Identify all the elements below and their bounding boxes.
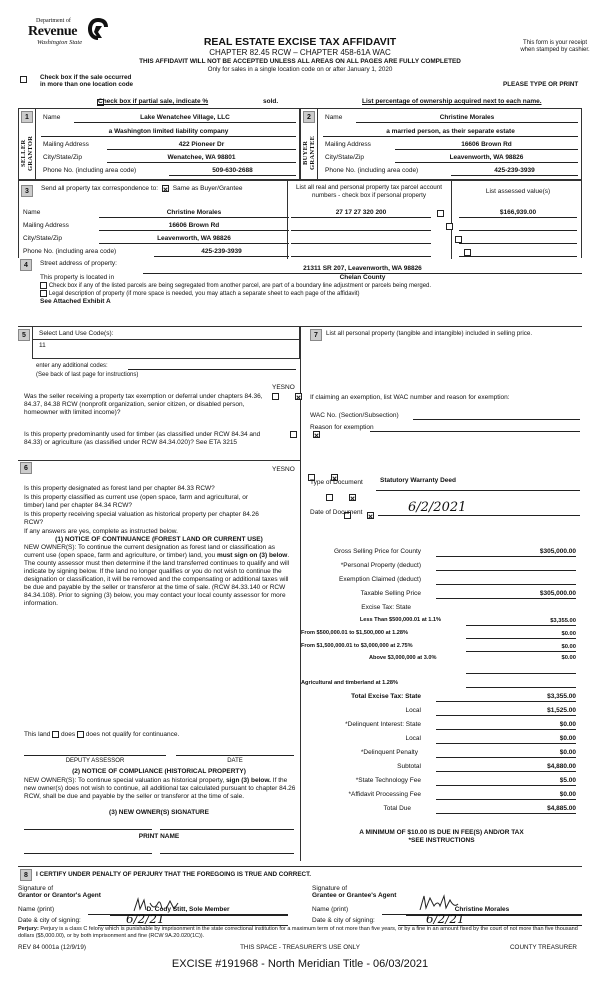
receipt-note-1: This form is your receipt: [522, 40, 588, 46]
s6-question-3: Is this property receiving special valuation as historical property per chapter 84.26 RCW?: [24, 511, 259, 526]
does-not-qualify-checkbox[interactable]: [77, 731, 84, 738]
affidavit-processing-fee-field[interactable]: $0.00: [436, 790, 576, 800]
delinquent-interest-local-label: Local: [405, 735, 421, 742]
notice-1-text: [24, 544, 296, 608]
perjury-text: Perjury is a class C felony which is punishable by imprisonment in the state correctional institution for a maximum term of not more than five years, or by a fine in an amount fixed by the court of not more than five thousand dollars ($5,000.00), or by both imprisonment and fine (RCW 9A.20.020(1C)).: [18, 926, 578, 939]
land-qualify-row: [24, 731, 296, 739]
personal-property-label: List all personal property (tangible and intangible) included in selling price.: [326, 330, 533, 337]
see-instructions-note: *SEE INSTRUCTIONS: [408, 837, 475, 844]
reason-field[interactable]: [370, 431, 580, 432]
new-owner-signature-1[interactable]: [24, 829, 152, 830]
subtotal-label: Subtotal: [397, 763, 421, 770]
grantor-date-field[interactable]: 6/2/21: [98, 912, 288, 926]
agricultural-field[interactable]: [466, 678, 576, 688]
notice-2-title: (2) NOTICE OF COMPLIANCE (HISTORICAL PROPERTY): [72, 768, 246, 775]
rev-number: REV 84 0001a (12/9/19): [18, 944, 86, 951]
s5-no-header: NO: [285, 384, 295, 391]
corr-city-label: City/State/Zip: [23, 235, 63, 242]
corr-phone-field[interactable]: 425-239-3939: [154, 247, 289, 257]
dor-logo: [28, 18, 108, 48]
certify-statement: I CERTIFY UNDER PENALTY OF PERJURY THAT THE FOREGOING IS TRUE AND CORRECT.: [36, 871, 311, 878]
seller-name-label: Name: [43, 114, 61, 121]
located-in-label: This property is located in: [40, 274, 115, 281]
does-label: does: [61, 731, 76, 739]
sold-label: sold.: [263, 98, 279, 105]
buyer-label: BUYER: [302, 140, 309, 166]
seller-city-label: City/State/Zip: [43, 154, 83, 161]
logo-line-2: Revenue: [28, 24, 78, 39]
s5-yes-header: YES: [272, 384, 286, 391]
partial-sale-label: Check box if partial sale, indicate %: [98, 98, 209, 105]
legal-description-checkbox[interactable]: [40, 290, 47, 297]
personal-property-checkbox-2[interactable]: [446, 223, 453, 230]
buyer-address-field[interactable]: 16606 Brown Rd: [395, 140, 578, 150]
land-use-code-box: [32, 327, 300, 359]
deputy-assessor-signature[interactable]: [24, 755, 166, 756]
does-qualify-checkbox[interactable]: [52, 731, 59, 738]
notice-2-text-b: If the new owner(s) does not wish to continue, all additional tax calculated pursuant to chapter 84.26 RCW, shall be due and payable by the seller or transferor at the time of sale.: [24, 777, 296, 800]
additional-codes-field[interactable]: [128, 369, 296, 370]
seller-address-label: Mailing Address: [43, 141, 89, 148]
notice-3-title: (3) NEW OWNER(S) SIGNATURE: [109, 809, 209, 816]
grantee-date-field[interactable]: 6/2/21: [398, 912, 582, 926]
section-number-6: 6: [20, 462, 32, 474]
doc-date-label: Date of Document: [310, 509, 363, 516]
parcel-number-3[interactable]: [291, 234, 431, 244]
buyer-phone-label: Phone No. (including area code): [325, 167, 419, 174]
ownership-note: List percentage of ownership acquired next to each name.: [362, 98, 542, 105]
multi-location-checkbox[interactable]: [20, 76, 27, 83]
taxable-price-label: Taxable Selling Price: [360, 590, 421, 597]
multi-location-label-1: Check box if the sale occurred: [40, 74, 132, 81]
s6-yes-header: YES: [272, 466, 286, 473]
form-warning: THIS AFFIDAVIT WILL NOT BE ACCEPTED UNLESS ALL AREAS ON ALL PAGES ARE FULLY COMPLETED: [139, 58, 461, 65]
total-due-label: Total Due: [383, 805, 411, 812]
personal-property-checkbox-1[interactable]: [437, 210, 444, 217]
legal-description-value[interactable]: See Attached Exhibit A: [40, 298, 111, 305]
notice-1-text-a: NEW OWNER(S): To continue the current designation as forest land or classification as current use (open space, farm and agriculture, or timber) land, you: [24, 544, 275, 559]
s6-no-header: NO: [285, 466, 295, 473]
grantor-name-field[interactable]: D. Cody Stitt, Sole Member: [88, 905, 288, 915]
notice-2-text-a: NEW OWNER(S): To continue special valuation as historical property,: [24, 777, 227, 784]
county-field[interactable]: Chelan County: [339, 274, 386, 281]
dor-logo-icon: [86, 16, 110, 42]
tax-calculation: [301, 542, 582, 842]
s5-q2-no-checkbox[interactable]: [313, 431, 320, 438]
parcel-number-2[interactable]: [291, 221, 431, 231]
land-use-code-field[interactable]: 11: [39, 342, 46, 349]
street-address-field[interactable]: 21311 SR 207, Leavenworth, WA 98826: [143, 264, 582, 274]
please-type-note: PLEASE TYPE OR PRINT: [503, 81, 579, 88]
street-address-label: Street address of property:: [40, 260, 117, 267]
only-for-note: Only for sales in a single location code on or after January 1, 2020: [207, 66, 393, 73]
notice-2-bold: sign (3) below.: [226, 777, 271, 784]
s5-q2-yes-checkbox[interactable]: [290, 431, 297, 438]
buyer-address-label: Mailing Address: [325, 141, 371, 148]
local-tax-field[interactable]: $1,525.00: [436, 706, 576, 716]
legal-desc-row: [40, 290, 360, 297]
treasurer-use-only: THIS SPACE - TREASURER'S USE ONLY: [240, 944, 360, 951]
assessor-date-field[interactable]: [176, 755, 294, 756]
notice-1-bold: must sign on (3) below: [216, 552, 288, 559]
seller-grantor-label: [20, 131, 34, 175]
grantor-name-label: Name (print): [18, 906, 55, 913]
segregated-row: [40, 282, 431, 289]
assessed-header: List assessed value(s): [485, 188, 551, 195]
this-land-label: This land: [24, 731, 51, 739]
excise-stamp: EXCISE #191968 - North Meridian Title - 06/03/2021: [171, 958, 429, 970]
exemption-claimed-label: Exemption Claimed (deduct): [338, 576, 421, 583]
bracket-2-field[interactable]: $0.00: [466, 629, 576, 639]
agricultural-label: Agricultural and timberland at 1.28%: [301, 680, 398, 686]
delinquent-penalty-field[interactable]: $0.00: [436, 748, 576, 758]
notice-1-title: (1) NOTICE OF CONTINUANCE (FOREST LAND OR CURRENT USE): [55, 536, 263, 543]
buyer-city-label: City/State/Zip: [325, 154, 365, 161]
s6-q2-no-checkbox[interactable]: [349, 494, 356, 501]
section-number-3: 3: [21, 185, 33, 197]
assessed-value-3[interactable]: [459, 234, 577, 244]
section-4-property: [18, 258, 582, 314]
buyer-name2-field[interactable]: a married person, as their separate estate: [323, 127, 578, 137]
seller-phone-field[interactable]: 509-630-2688: [169, 166, 296, 176]
new-owner-print-name-2[interactable]: [160, 853, 294, 854]
affidavit-processing-fee-label: *Affidavit Processing Fee: [348, 791, 421, 798]
assessed-value-2[interactable]: [459, 221, 577, 231]
delinquent-interest-local-field[interactable]: $0.00: [436, 734, 576, 744]
assessed-value-4[interactable]: [459, 247, 577, 257]
doc-type-field[interactable]: Statutory Warranty Deed: [380, 477, 456, 484]
s6-question-2: Is this property classified as current use (open space, farm and agricultural, or timber) land per chapter 84.34 RCW?: [24, 494, 248, 509]
total-excise-state-field[interactable]: $3,355.00: [436, 692, 576, 702]
parcel-number-1[interactable]: 27 17 27 320 200: [291, 208, 431, 218]
exemption-claimed-field[interactable]: [436, 575, 576, 585]
section-2-buyer: [300, 108, 582, 180]
bracket-3-label: From $1,500,000.01 to $3,000,000 at 2.75%: [301, 643, 413, 649]
bracket-2-label: From $500,000.01 to $1,500,000 at 1.28%: [301, 630, 408, 636]
s5-q1-yes-checkbox[interactable]: [272, 393, 279, 400]
section-number-2: 2: [303, 111, 315, 123]
subtotal-field[interactable]: $4,880.00: [436, 762, 576, 772]
grantee-sig-label-2: Grantee or Grantee's Agent: [312, 892, 397, 899]
logo-line-3: Washington State: [37, 39, 83, 46]
total-excise-state-label: Total Excise Tax: State: [351, 693, 421, 700]
parcel-header: List all real and personal property tax parcel account numbers - check box if personal property: [296, 184, 442, 199]
new-owner-signature-2[interactable]: [160, 829, 294, 830]
form-subtitle: CHAPTER 82.45 RCW – CHAPTER 458-61A WAC: [209, 48, 391, 57]
parcel-number-4[interactable]: [291, 247, 431, 257]
doc-date-field[interactable]: 6/2/2021: [378, 500, 580, 516]
assessed-value-1[interactable]: $166,939.00: [459, 208, 577, 218]
seller-phone-label: Phone No. (including area code): [43, 167, 137, 174]
corr-phone-label: Phone No. (including area code): [23, 248, 117, 255]
section-number-1: 1: [21, 111, 33, 123]
s5-question-1: Was the seller receiving a property tax exemption or deferral under chapters 84.36, 84.37, 84.38 RCW (nonprofit organization, senior citizen, or disabled person, homeowner with limited income)?: [24, 393, 263, 416]
excise-tax-state-header: Excise Tax: State: [361, 604, 411, 611]
s5-question-2: Is this property predominantly used for timber (as classified under RCW 84.34 and 84.33) or agriculture (as classified under RCW 84.34.020)? See ETA 3215: [24, 431, 261, 446]
total-due-field[interactable]: $4,885.00: [436, 804, 576, 814]
legal-description-note: Legal description of property (if more space is needed, you may attach a separate sheet to each page of the affidavit): [48, 291, 360, 298]
state-technology-fee-field[interactable]: $5.00: [436, 776, 576, 786]
deputy-assessor-label: DEPUTY ASSESSOR: [65, 758, 125, 764]
s6-q2-yes-checkbox[interactable]: [326, 494, 333, 501]
grantor-date-label: Date & city of signing:: [18, 917, 81, 924]
corr-name-label: Name: [23, 209, 41, 216]
bracket-1-label: Less Than $500,000.01 at 1.1%: [359, 617, 441, 623]
bracket-3-field[interactable]: $0.00: [466, 642, 576, 652]
section-5-7-container: [18, 326, 582, 862]
section-number-4: 4: [20, 259, 32, 271]
corr-city-field[interactable]: Leavenworth, WA 98826: [99, 234, 289, 244]
wac-label: WAC No. (Section/Subsection): [310, 412, 399, 419]
minimum-due-note: A MINIMUM OF $10.00 IS DUE IN FEE(S) AND/OR TAX: [359, 829, 524, 836]
delinquent-interest-state-field[interactable]: $0.00: [436, 720, 576, 730]
bracket-4-label: Above $3,000,000 at 3.0%: [369, 655, 437, 661]
s6-if-yes: If any answers are yes, complete as instructed below.: [24, 528, 178, 535]
county-treasurer-label: COUNTY TREASURER: [510, 944, 577, 951]
seller-label: SELLER: [20, 139, 27, 167]
seller-name-field[interactable]: Lake Wenatchee Village, LLC: [74, 113, 296, 123]
correspondence-label: [41, 185, 242, 192]
corr-address-label: Mailing Address: [23, 222, 69, 229]
receipt-note-2: when stamped by cashier.: [520, 47, 590, 53]
section-number-7: 7: [310, 329, 322, 341]
grantor-label: GRANTOR: [27, 135, 34, 171]
land-use-code-label: Select Land Use Code(s):: [39, 330, 114, 337]
buyer-grantee-label: [302, 131, 316, 175]
buyer-name-field[interactable]: Christine Morales: [356, 113, 578, 123]
additional-codes-label: enter any additional codes:: [36, 363, 108, 369]
buyer-phone-field[interactable]: 425-239-3939: [451, 166, 578, 176]
seller-address-field[interactable]: 422 Pioneer Dr: [107, 140, 296, 150]
s6-question-1: Is this property designated as forest land per chapter 84.33 RCW?: [24, 485, 215, 492]
assessor-date-label: DATE: [227, 758, 243, 764]
buyer-name-label: Name: [325, 114, 343, 121]
perjury-bold: Perjury:: [18, 926, 39, 932]
segregated-note: Check box if any of the listed parcels are being segregated from another parcel, are part of a boundary line adjustment or parcels being merged.: [48, 283, 432, 290]
segregated-checkbox[interactable]: [40, 282, 47, 289]
gross-price-label: Gross Selling Price for County: [333, 548, 421, 555]
logo-line-1: Department of: [36, 18, 71, 24]
print-name-label: PRINT NAME: [138, 833, 180, 840]
grantee-name-field[interactable]: Christine Morales: [382, 905, 582, 915]
instructions-note: (See back of last page for instructions): [36, 372, 139, 378]
does-not-label: does not qualify for continuance.: [85, 731, 180, 739]
form-title: REAL ESTATE EXCISE TAX AFFIDAVIT: [203, 36, 397, 48]
grantee-sig-label-1: Signature of: [312, 885, 348, 892]
seller-city-field[interactable]: Wenatchee, WA 98801: [107, 153, 296, 163]
notice-1-text-b: . The county assessor must then determine if the land transferred continues to qualify and will indicate by signing below. If the land no longer qualifies or you do not wish to continue the designation or classification, it will be removed and the compensating or additional taxes will be due and payable by the seller or transferor at the time of sale. (RCW 84.33.140 or RCW 84.34.108). Prior to signing (3) below, you may contact your local county assessor for more information.: [24, 552, 290, 607]
same-as-buyer-label: Same as Buyer/Grantee: [172, 185, 243, 193]
section-number-5: 5: [18, 329, 30, 341]
personal-property-deduct-label: *Personal Property (deduct): [340, 562, 421, 569]
buyer-city-field[interactable]: Leavenworth, WA 98826: [395, 153, 578, 163]
gross-price-field[interactable]: $305,000.00: [436, 547, 576, 557]
bracket-4-field[interactable]: $0.00: [561, 655, 576, 661]
grantee-label: GRANTEE: [309, 135, 316, 171]
delinquent-interest-state-label: *Delinquent Interest: State: [345, 721, 421, 728]
new-owner-print-name-1[interactable]: [24, 853, 152, 854]
grantor-sig-label-2: Grantor or Grantor's Agent: [18, 892, 101, 899]
delinquent-penalty-label: *Delinquent Penalty: [360, 749, 418, 756]
section-number-8: 8: [20, 869, 32, 881]
section-3-correspondence: [18, 180, 582, 258]
s6-q3-no-checkbox[interactable]: [367, 512, 374, 519]
local-tax-label: Local: [405, 707, 421, 714]
notice-2-text: [24, 777, 298, 801]
state-technology-fee-label: *State Technology Fee: [355, 777, 421, 784]
personal-property-deduct-field[interactable]: [436, 561, 576, 571]
grantor-sig-label-1: Signature of: [18, 885, 54, 892]
perjury-note: [18, 926, 582, 939]
reason-label: Reason for exemption: [310, 424, 374, 431]
section-1-seller: [18, 108, 300, 180]
grantee-name-label: Name (print): [312, 906, 349, 913]
section-8-certification: [18, 866, 582, 939]
seller-name2-field[interactable]: a Washington limited liability company: [41, 127, 296, 137]
doc-type-label: Type of Document: [310, 479, 363, 486]
bracket-1-field[interactable]: $3,355.00: [466, 616, 576, 626]
wac-field[interactable]: [413, 419, 580, 420]
corr-address-field[interactable]: 16606 Brown Rd: [99, 221, 289, 231]
s5-q1-no-checkbox[interactable]: [295, 393, 302, 400]
taxable-price-field[interactable]: $305,000.00: [436, 589, 576, 599]
corr-name-field[interactable]: Christine Morales: [99, 208, 289, 218]
grantee-date-label: Date & city of signing:: [312, 917, 375, 924]
correspondence-text: Send all property tax correspondence to:: [41, 185, 159, 193]
same-as-buyer-checkbox[interactable]: [162, 185, 169, 192]
exemption-label: If claiming an exemption, list WAC number and reason for exemption:: [310, 394, 510, 401]
multi-location-label-2: in more than one location code: [40, 81, 134, 88]
